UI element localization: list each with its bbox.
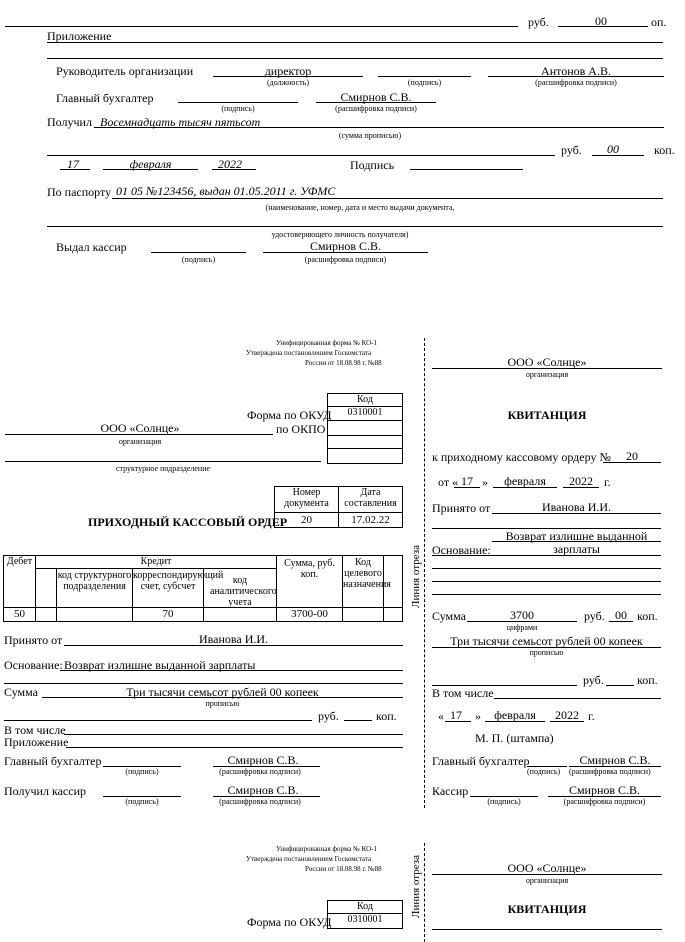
tear-line-2 bbox=[424, 843, 425, 942]
receipt-accepted-label: Принято от bbox=[432, 501, 491, 515]
receipt-q-open: « bbox=[438, 709, 444, 723]
credit-blank-value bbox=[35, 607, 57, 622]
including-label: В том числе bbox=[4, 723, 66, 737]
receipt-q-close: » bbox=[475, 709, 481, 723]
cap-decode-cashier: (расшифровка подписи) bbox=[219, 797, 301, 806]
receipt-cap-sign-cashier: (подпись) bbox=[487, 797, 521, 806]
debit-value: 50 bbox=[3, 607, 36, 622]
receipt-accepted-name: Иванова И.И. bbox=[541, 500, 612, 514]
cashier-name: Смирнов С.В. bbox=[227, 783, 299, 797]
cap-decode-chief: (расшифровка подписи) bbox=[335, 104, 417, 113]
head-name: Антонов А.В. bbox=[541, 64, 611, 78]
receipt-cap-decode-chief: (расшифровка подписи) bbox=[569, 767, 651, 776]
cap-division: структурное подразделение bbox=[115, 464, 211, 473]
accepted-name: Иванова И.И. bbox=[198, 632, 269, 646]
accepted-label: Принято от bbox=[4, 633, 63, 647]
credit-blank-sub bbox=[35, 568, 57, 608]
top-rub2: руб. bbox=[561, 143, 582, 157]
receipt-cap-org: организация bbox=[525, 370, 569, 379]
receipt-day2: 17 bbox=[450, 708, 462, 722]
order-number: 20 bbox=[626, 449, 638, 463]
cap-sign-chief: (подпись) bbox=[125, 767, 159, 776]
to-order-label: к приходному кассовому ордеру № bbox=[432, 450, 611, 464]
receipt-including: В том числе bbox=[432, 686, 494, 700]
cashier-label: Получил кассир bbox=[4, 784, 86, 798]
receipt-basis-value2: зарплаты bbox=[553, 542, 600, 556]
receipt-sum-words: Три тысячи семьсот рублей 00 копеек bbox=[450, 634, 643, 648]
order-title: ПРИХОДНЫЙ КАССОВЫЙ ОРДЕР bbox=[88, 515, 288, 529]
doc-date-cell: 17.02.22 bbox=[338, 512, 403, 528]
blank-header bbox=[383, 555, 403, 608]
signature-label: Подпись bbox=[350, 158, 395, 172]
receipt-basis-label: Основание: bbox=[432, 543, 491, 557]
receipt-rub: руб. bbox=[584, 609, 605, 623]
receipt-year2: 2022 bbox=[555, 708, 579, 722]
receipt-kop-value: 00 bbox=[615, 608, 627, 622]
chief-name: Смирнов С.В. bbox=[227, 753, 299, 767]
okpo-label: по ОКПО bbox=[276, 422, 326, 436]
sum-label: Сумма bbox=[4, 685, 38, 699]
receipt-cap-sign-chief: (подпись) bbox=[527, 767, 561, 776]
receipt-basis-value1: Возврат излишне выданной bbox=[505, 529, 648, 543]
blank-code-cell bbox=[327, 448, 403, 464]
top-year: 2022 bbox=[218, 157, 242, 171]
receipt-chief-label: Главный бухгалтер bbox=[432, 754, 530, 768]
purpose-header: Код целевого назначения bbox=[342, 555, 384, 608]
blank-value bbox=[383, 607, 403, 622]
cap-sum-words: (сумма прописью) bbox=[338, 131, 402, 140]
cap-signature-chief: (подпись) bbox=[221, 104, 255, 113]
tear-line-label-1: Линия отреза bbox=[410, 545, 422, 608]
basis-value: Возврат излишне выданной зарплаты bbox=[64, 658, 256, 672]
receipt-yr: г. bbox=[604, 475, 611, 489]
sum-words: Три тысячи семьсот рублей 00 копеек bbox=[126, 685, 319, 699]
credit-corr-account: корреспондирующий счет, субсчет bbox=[132, 568, 204, 608]
chief-acc-name: Смирнов С.В. bbox=[340, 90, 412, 104]
doc-date-header: Дата составления bbox=[338, 486, 403, 513]
unified2-line3: России от 18.08.98 г. №88 bbox=[305, 865, 382, 873]
passport-label: По паспорту bbox=[47, 185, 112, 199]
corr-account-value: 70 bbox=[132, 607, 204, 622]
unified-form-line3: России от 18.08.98 г. №88 bbox=[305, 359, 382, 367]
top-kop-value2: 00 bbox=[607, 142, 619, 156]
received-label: Получил bbox=[47, 115, 92, 129]
code2-header-cell: Код bbox=[327, 900, 403, 914]
purpose-value bbox=[342, 607, 384, 622]
okud-code-cell: 0310001 bbox=[327, 406, 403, 421]
okud2-code-cell: 0310001 bbox=[327, 913, 403, 929]
credit-analytic-code: код аналитического учета bbox=[203, 568, 277, 608]
cap-decode-cashier: (расшифровка подписи) bbox=[304, 255, 387, 264]
top-day: 17 bbox=[67, 157, 79, 171]
receipt-month2: февраля bbox=[494, 708, 536, 722]
receipt-rub2: руб. bbox=[583, 673, 604, 687]
doc-number-cell: 20 bbox=[274, 512, 339, 528]
cashier-label: Выдал кассир bbox=[56, 240, 127, 254]
top-rub: руб. bbox=[528, 15, 549, 29]
sum-rub: руб. bbox=[318, 709, 339, 723]
head-position: директор bbox=[264, 64, 312, 78]
passport-value: 01 05 №123456, выдан 01.05.2011 г. УФМС bbox=[116, 184, 336, 198]
okpo-code-cell bbox=[327, 420, 403, 436]
cap-signature-cashier: (подпись) bbox=[181, 255, 216, 264]
credit-header: Кредит bbox=[35, 555, 277, 569]
okud-label: Форма по ОКУД bbox=[247, 408, 332, 422]
receipt2-title: КВИТАНЦИЯ bbox=[507, 902, 587, 916]
basis-label: Основание: bbox=[4, 658, 63, 672]
sum-kop: коп. bbox=[376, 709, 397, 723]
unified2-line2: Утверждена постановлением Госкомстата bbox=[246, 855, 372, 863]
head-label: Руководитель организации bbox=[56, 64, 194, 78]
code-header-cell: Код bbox=[327, 393, 403, 407]
org-name: ООО «Солнце» bbox=[100, 421, 180, 435]
analytic-code-value bbox=[203, 607, 277, 622]
cap-doc2: удостоверяющего личность получателя) bbox=[271, 230, 409, 239]
debit-header: Дебет bbox=[3, 555, 36, 608]
from-open: от « bbox=[438, 475, 459, 489]
appendix-label: Приложение bbox=[4, 735, 69, 749]
sum-header: Сумма, руб. коп. bbox=[276, 555, 343, 608]
cap-words: прописью bbox=[205, 699, 240, 708]
receipt2-org-name: ООО «Солнце» bbox=[507, 861, 587, 875]
top-appendix: Приложение bbox=[47, 29, 112, 43]
receipt-sum-value: 3700 bbox=[510, 608, 534, 622]
cap-org: организация bbox=[118, 437, 162, 446]
chief-label: Главный бухгалтер bbox=[4, 754, 102, 768]
doc-number-header: Номер документа bbox=[274, 486, 339, 513]
unified-form-line2: Утверждена постановлением Госкомстата bbox=[246, 349, 372, 357]
division-code-value bbox=[56, 607, 133, 622]
cap-signature-head: (подпись) bbox=[407, 78, 442, 87]
receipt-cap-decode-cashier: (расшифровка подписи) bbox=[563, 797, 646, 806]
top-month: февраля bbox=[129, 157, 172, 171]
received-amount: Восемнадцать тысяч пятьсот bbox=[100, 115, 261, 129]
receipt-sum-label: Сумма bbox=[432, 609, 466, 623]
receipt-kop2: коп. bbox=[637, 673, 658, 687]
receipt-cap-words: прописью bbox=[529, 648, 564, 657]
cap-decode-head: (расшифровка подписи) bbox=[535, 78, 617, 87]
okud2-label: Форма по ОКУД bbox=[247, 915, 332, 929]
sum-value: 3700-00 bbox=[276, 607, 343, 622]
receipt-cashier-name: Смирнов С.В. bbox=[568, 783, 641, 797]
receipt-cap-digits: цифрами bbox=[506, 623, 538, 632]
unified-form-line1: Унифицированная форма № КО-1 bbox=[276, 339, 377, 347]
top-kop-value: 00 bbox=[595, 14, 607, 28]
division-code-cell bbox=[327, 435, 403, 449]
cap-decode-chief: (расшифровка подписи) bbox=[219, 767, 301, 776]
credit-division-code: код структурного подразделения bbox=[56, 568, 133, 608]
cap-position: (должность) bbox=[267, 78, 309, 87]
cashier-name: Смирнов С.В. bbox=[309, 239, 382, 253]
cap-sign-cashier: (подпись) bbox=[125, 797, 159, 806]
unified2-line1: Унифицированная форма № КО-1 bbox=[276, 845, 377, 853]
tear-line-1 bbox=[424, 338, 425, 808]
from-close: » bbox=[482, 475, 488, 489]
receipt-org-name: ООО «Солнце» bbox=[507, 355, 587, 369]
receipt-day: 17 bbox=[461, 474, 473, 488]
receipt-title: КВИТАНЦИЯ bbox=[507, 408, 587, 422]
receipt-stamp: М. П. (штампа) bbox=[475, 731, 554, 745]
receipt-kop: коп. bbox=[637, 609, 658, 623]
receipt-year: 2022 bbox=[569, 474, 593, 488]
receipt2-cap-org: организация bbox=[525, 876, 569, 885]
receipt-yr2: г. bbox=[588, 709, 595, 723]
receipt-cashier-label: Кассир bbox=[432, 784, 469, 798]
receipt-month: февраля bbox=[504, 474, 546, 488]
receipt-chief-name: Смирнов С.В. bbox=[579, 753, 651, 767]
cap-doc1: (наименование, номер, дата и место выдачи документа, bbox=[265, 203, 455, 212]
top-kop: оп. bbox=[651, 15, 667, 29]
chief-acc-label: Главный бухгалтер bbox=[56, 91, 154, 105]
top-kop2: коп. bbox=[654, 143, 675, 157]
tear-line-label-2: Линия отреза bbox=[410, 855, 422, 918]
